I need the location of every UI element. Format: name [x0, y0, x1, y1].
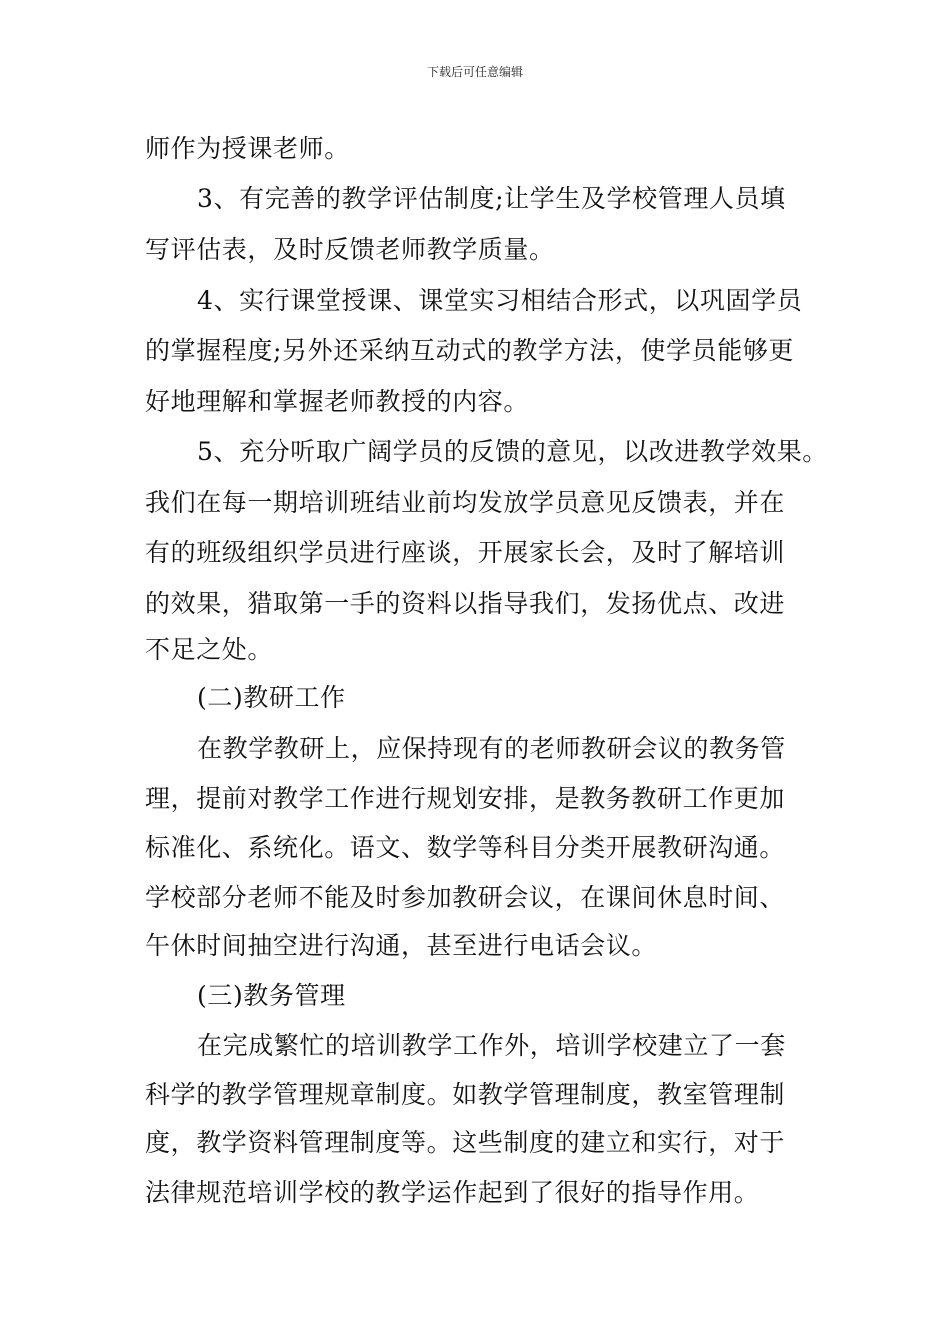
paragraph-line: 4、实行课堂授课、课堂实习相结合形式，以巩固学员	[197, 286, 803, 315]
paragraph-line: 我们在每一期培训班结业前均发放学员意见反馈表，并在	[145, 488, 786, 517]
paragraph-line: 好地理解和掌握老师教授的内容。	[145, 387, 530, 416]
section-heading: (三)教务管理	[197, 981, 346, 1010]
paragraph-line: 师作为授课老师。	[145, 134, 350, 163]
paragraph-line: 法律规范培训学校的教学运作起到了很好的指导作用。	[145, 1178, 760, 1207]
paragraph-line: 标准化、系统化。语文、数学等科目分类开展教研沟通。	[145, 833, 786, 862]
page-header-note: 下载后可任意编辑	[426, 65, 523, 79]
paragraph-line: 的效果，猎取第一手的资料以指导我们，发扬优点、改进	[145, 589, 786, 618]
paragraph-line: 学校部分老师不能及时参加教研会议，在课间休息时间、	[145, 883, 786, 912]
paragraph-line: 写评估表，及时反馈老师教学质量。	[145, 235, 555, 264]
section-heading: (二)教研工作	[197, 683, 346, 712]
paragraph-line: 在完成繁忙的培训教学工作外，培训学校建立了一套	[197, 1031, 786, 1060]
paragraph-line: 科学的教学管理规章制度。如教学管理制度，教室管理制	[145, 1080, 786, 1109]
paragraph-line: 在教学教研上，应保持现有的老师教研会议的教务管	[197, 734, 786, 763]
paragraph-line: 的掌握程度;另外还采纳互动式的教学方法，使学员能够更	[145, 336, 795, 365]
paragraph-line: 度，教学资料管理制度等。这些制度的建立和实行，对于	[145, 1128, 786, 1157]
paragraph-line: 不足之处。	[145, 635, 274, 664]
paragraph-line: 3、有完善的教学评估制度;让学生及学校管理人员填	[197, 184, 786, 213]
paragraph-line: 有的班级组织学员进行座谈，开展家长会，及时了解培训	[145, 538, 786, 567]
paragraph-line: 午休时间抽空进行沟通，甚至进行电话会议。	[145, 931, 658, 960]
paragraph-line: 5、充分听取广阔学员的反馈的意见，以改进教学效果。	[197, 437, 828, 466]
paragraph-line: 理，提前对教学工作进行规划安排，是教务教研工作更加	[145, 784, 786, 813]
